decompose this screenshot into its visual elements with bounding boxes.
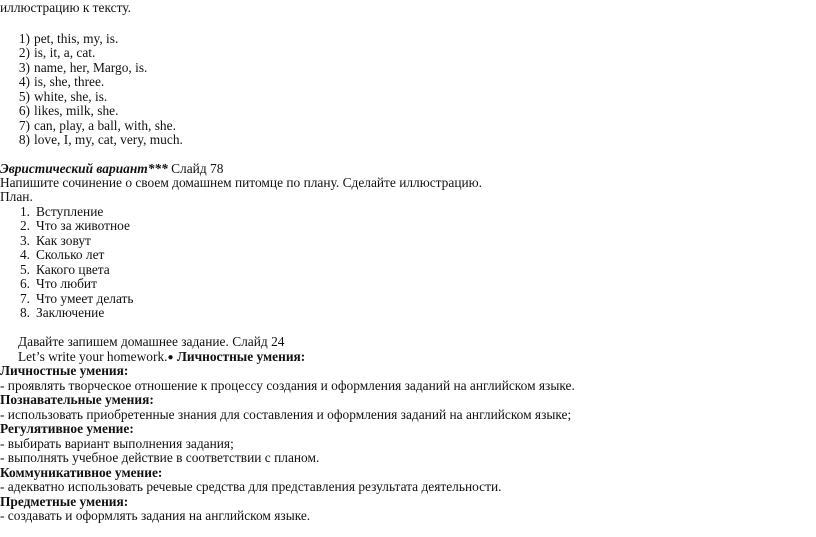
list-item-text: Вступление bbox=[36, 204, 104, 219]
list-item-number: 7. bbox=[19, 291, 30, 306]
list-item-number: 1) bbox=[18, 31, 30, 46]
homework-english-text: Let’s write your homework. bbox=[18, 349, 168, 364]
skill-item: - выбирать вариант выполнения задания; bbox=[0, 436, 234, 451]
skill-item: - использовать приобретенные знания для составления и оформления заданий на английском языке; bbox=[0, 407, 572, 422]
list-item-text: pet, this, my, is. bbox=[34, 31, 119, 46]
list-item-number: 5. bbox=[19, 262, 30, 277]
homework-skill-label: Личностные умения: bbox=[173, 349, 306, 364]
list-item-text: is, it, a, cat. bbox=[34, 45, 96, 60]
list-item-text: Что умеет делать bbox=[36, 291, 134, 306]
plan-label: План. bbox=[0, 189, 33, 204]
list-item-text: name, her, Margo, is. bbox=[34, 60, 148, 75]
skill-heading: Личностные умения: bbox=[0, 363, 129, 378]
list-item-number: 3. bbox=[19, 233, 30, 248]
skill-item: - адекватно использовать речевые средства для представления результата деятельности. bbox=[0, 479, 502, 494]
list-item-text: white, she, is. bbox=[34, 89, 108, 104]
heuristic-task-text: Напишите сочинение о своем домашнем питомце по плану. Сделайте иллюстрацию. bbox=[0, 175, 483, 190]
heuristic-slide-label: Слайд 78 bbox=[167, 161, 224, 176]
list-item-number: 5) bbox=[18, 89, 30, 104]
list-item-number: 6) bbox=[18, 103, 30, 118]
list-item-text: can, play, a ball, with, she. bbox=[34, 118, 176, 133]
list-item-number: 1. bbox=[19, 204, 30, 219]
list-item-number: 2. bbox=[19, 218, 30, 233]
skill-heading: Регулятивное умение: bbox=[0, 421, 134, 436]
list-item-text: love, I, my, cat, very, much. bbox=[34, 132, 183, 147]
heuristic-title: Эвристический вариант*** bbox=[0, 161, 168, 176]
skill-item: - выполнять учебное действие в соответствии с планом. bbox=[0, 450, 320, 465]
list-item-number: 4) bbox=[18, 74, 30, 89]
top-fragment-text: иллюстрацию к тексту. bbox=[0, 0, 131, 15]
skill-heading: Познавательные умения: bbox=[0, 392, 154, 407]
list-item-text: Что любит bbox=[36, 276, 97, 291]
skill-item: - проявлять творческое отношение к процессу создания и оформления заданий на английском языке. bbox=[0, 378, 575, 393]
list-item-text: Какого цвета bbox=[36, 262, 110, 277]
list-item-text: likes, milk, she. bbox=[34, 103, 119, 118]
list-item-number: 8. bbox=[19, 305, 30, 320]
skill-item: - создавать и оформлять задания на английском языке. bbox=[0, 508, 311, 523]
list-item-number: 2) bbox=[18, 45, 30, 60]
list-item-text: Как зовут bbox=[36, 233, 91, 248]
list-item-number: 3) bbox=[18, 60, 30, 75]
list-item-text: Что за животное bbox=[36, 218, 130, 233]
list-item-text: is, she, three. bbox=[34, 74, 105, 89]
list-item-number: 6. bbox=[19, 276, 30, 291]
homework-line: Давайте запишем домашнее задание. Слайд 24 bbox=[18, 334, 285, 349]
bullet-icon: ● bbox=[167, 352, 174, 363]
list-item-number: 8) bbox=[18, 132, 30, 147]
list-item-number: 4. bbox=[19, 247, 30, 262]
skill-heading: Коммуникативное умение: bbox=[0, 465, 163, 480]
list-item-number: 7) bbox=[18, 118, 30, 133]
list-item-text: Сколько лет bbox=[36, 247, 105, 262]
skill-heading: Предметные умения: bbox=[0, 494, 129, 509]
list-item-text: Заключение bbox=[36, 305, 105, 320]
